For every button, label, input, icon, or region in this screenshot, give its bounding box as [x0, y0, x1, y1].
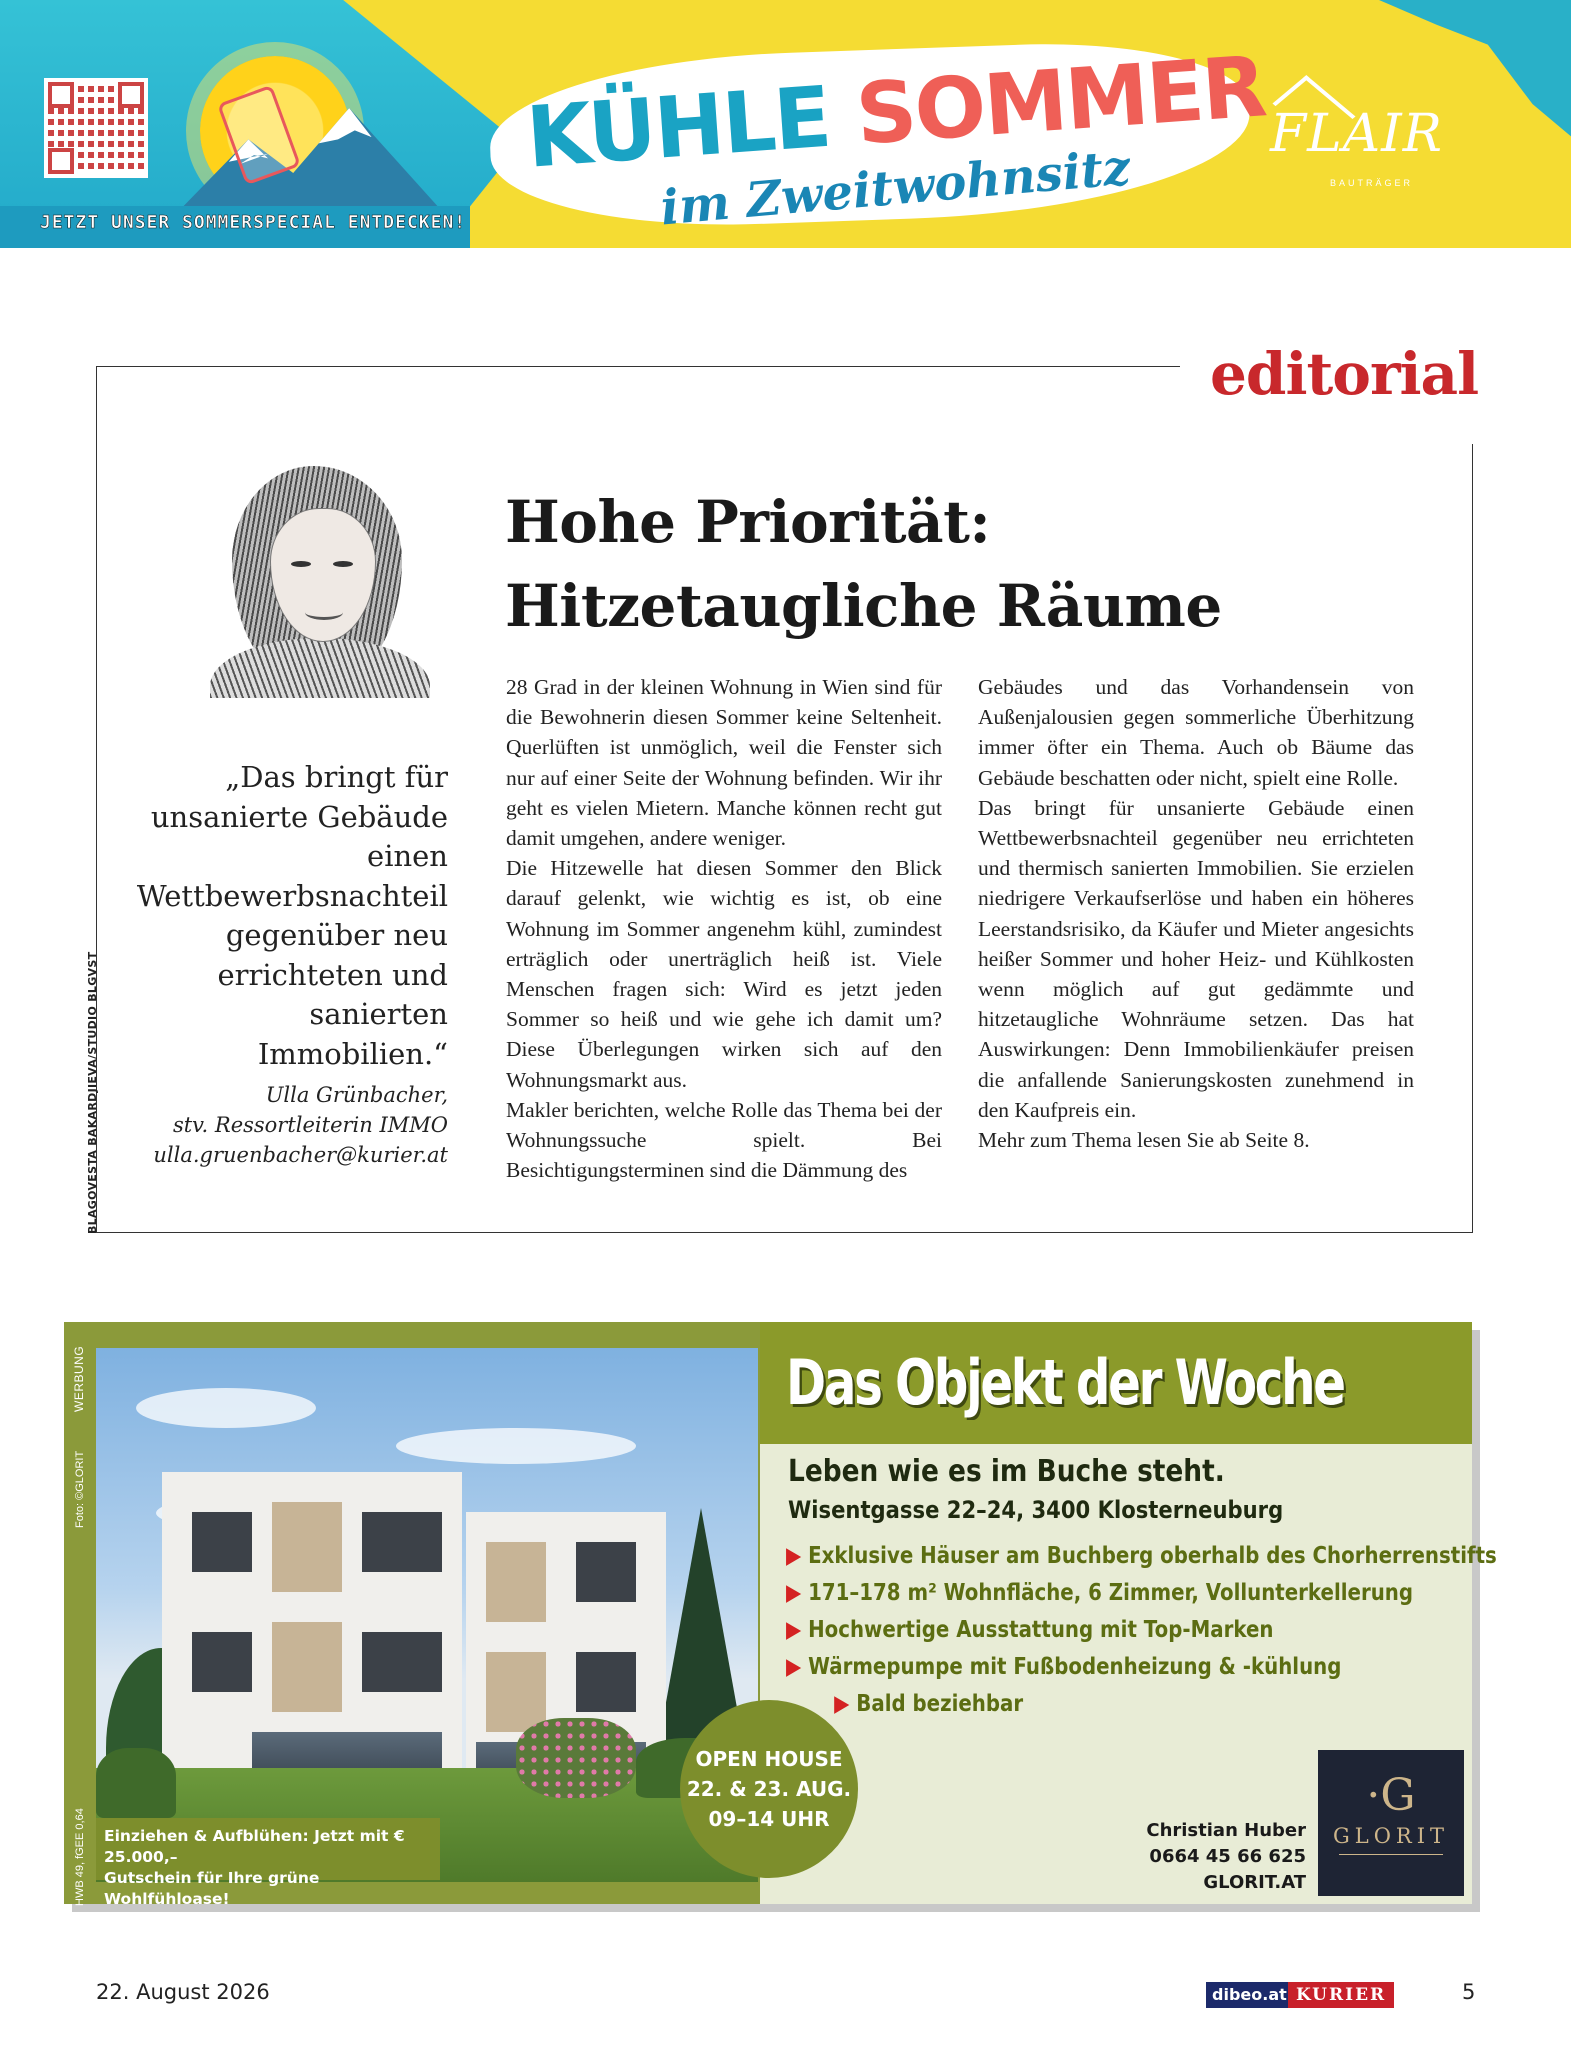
contact-phone[interactable]: 0664 45 66 625: [1149, 1846, 1306, 1867]
triangle-bullet-icon: ▶: [786, 1654, 802, 1680]
glorit-wordmark: GLORIT: [1332, 1824, 1450, 1848]
paragraph: Das bringt für unsanierte Gebäude einen Wettbewerbsnachteil gegenüber neu errichteten und thermisch sanierten Immobilien. Sie erzielen niedrigere Verkaufserlöse und haben ein höheres Leerstandsrisiko, da Käufer und Mieter angesichts heißer Sommer und hoher Heiz- und Kühlkosten wenn möglich auf gut gedämmte und hitzetaugliche Wohnräume setzen. Das hat Auswirkungen: Denn Immobilienkäufer preisen die anfallende Sanierungskosten zunehmend in den Kaufpreis ein.: [978, 795, 1414, 1122]
ad-headline: Das Objekt der Woche: [786, 1346, 1344, 1419]
banner-cta-text[interactable]: JETZT UNSER SOMMERSPECIAL ENTDECKEN!: [40, 212, 467, 233]
frame-line-bottom: [96, 1232, 1473, 1233]
dibeo-logo[interactable]: dibeo.at: [1206, 1982, 1293, 2008]
list-item: ▶ Hochwertige Ausstattung mit Top-Marken: [786, 1617, 1274, 1643]
paragraph: Gebäudes und das Vorhandensein von Außenjalousien gegen sommerliche Überhitzung immer öfter ein Thema. Auch ob Bäume das Gebäude beschatten oder nicht, spielt eine Rolle.: [978, 675, 1414, 790]
list-item: ▶ Wärmepumpe mit Fußbodenheizung & -kühlung: [786, 1654, 1342, 1680]
page-number: 5: [1462, 1980, 1476, 2004]
property-photo: [96, 1348, 758, 1882]
headline-word-1: KÜHLE: [523, 67, 833, 187]
author-email[interactable]: ulla.gruenbacher@kurier.at: [153, 1143, 448, 1167]
author-name: Ulla Grünbacher,: [265, 1083, 448, 1107]
triangle-bullet-icon: ▶: [786, 1617, 802, 1643]
contact-block: [1080, 1818, 1306, 1896]
contact-website[interactable]: GLORIT.AT: [1203, 1872, 1306, 1893]
feature-list: [786, 1538, 1571, 1723]
glorit-logo[interactable]: [1318, 1750, 1464, 1896]
glorit-monogram: ·G: [1366, 1770, 1416, 1821]
qr-code-icon[interactable]: [44, 78, 148, 178]
headline-line-2: im Zweitwohnsitz: [658, 139, 1133, 237]
article-title: Hohe Priorität: Hitzetaugliche Räume: [505, 488, 1222, 640]
ad-subheadline: Leben wie es im Buche steht.: [788, 1454, 1225, 1489]
list-item: ▶ Exklusive Häuser am Buchberg oberhalb des Chorherrenstifts: [786, 1543, 1497, 1569]
ad-photo-credit: Foto: ©GLORIT: [74, 1450, 86, 1528]
contact-name: Christian Huber: [1146, 1820, 1306, 1841]
list-item: ▶ Bald beziehbar: [834, 1691, 1024, 1717]
photo-credit: BLAGOVESTA BAKARDJIEVA/STUDIO BLGVST: [86, 951, 99, 1234]
pull-quote: „Das bringt für unsanierte Gebäude einen Wettbewerbsnachteil gegenüber neu errichteten und sanierten Immobilien.“: [136, 760, 448, 1071]
open-house-badge: OPEN HOUSE 22. & 23. AUG. 09–14 UHR: [680, 1700, 858, 1878]
triangle-bullet-icon: ▶: [834, 1691, 850, 1717]
flair-logo-sub: BAUTRÄGER: [1330, 178, 1414, 188]
author-portrait: [210, 462, 430, 698]
promo-voucher: Einziehen & Aufblühen: Jetzt mit € 25.000,– Gutschein für Ihre grüne Wohlfühloase!: [96, 1818, 440, 1880]
headline-word-2: SOMMER: [852, 37, 1268, 164]
banner-headline: [490, 37, 1268, 237]
article-column-1: [506, 672, 942, 1185]
paragraph: 28 Grad in der kleinen Wohnung in Wien sind für die Bewohnerin diesen Sommer keine Seltenheit. Querlüften ist unmöglich, weil die Fenster sich nur auf einer Seite der Wohnung befinden. Wir ihr geht es vielen Mietern. Manche können recht gut damit umgehen, andere weniger.: [506, 675, 942, 851]
frame-line-top: [96, 366, 1180, 367]
frame-line-right: [1472, 444, 1473, 1232]
ad-address: Wisentgasse 22–24, 3400 Klosterneuburg: [788, 1496, 1284, 1524]
paragraph: Mehr zum Thema lesen Sie ab Seite 8.: [978, 1128, 1310, 1153]
author-byline: [120, 1080, 448, 1170]
top-ad-banner[interactable]: [0, 0, 1571, 248]
triangle-bullet-icon: ▶: [786, 1580, 802, 1606]
energy-rating: HWB 49, fGEE 0,64: [74, 1808, 86, 1906]
issue-date: 22. August 2026: [96, 1980, 270, 2004]
paragraph: Die Hitzewelle hat diesen Sommer den Blick darauf gelenkt, wie wichtig es ist, ob eine Wohnung im Sommer angenehm kühl, zumindest erträglich oder unerträglich heiß ist. Viele Menschen fragen sich: Wird es jetzt jeden Sommer so heiß und wie gehe ich damit um? Diese Überlegungen wirken sich auf den Wohnungsmarkt aus.: [506, 856, 942, 1092]
triangle-bullet-icon: ▶: [786, 1543, 802, 1569]
flair-logo: FLAIR: [1270, 104, 1443, 164]
ad-disclosure: WERBUNG: [72, 1345, 86, 1412]
author-role: stv. Ressortleiterin IMMO: [172, 1113, 448, 1137]
list-item: ▶ 171–178 m² Wohnfläche, 6 Zimmer, Vollunterkellerung: [786, 1580, 1414, 1606]
paragraph: Makler berichten, welche Rolle das Thema bei der Wohnungssuche spielt. Bei Besichtigungsterminen sind die Dämmung des: [506, 1097, 942, 1183]
kurier-logo[interactable]: KURIER: [1288, 1982, 1394, 2008]
section-label: editorial: [1210, 340, 1479, 408]
article-column-2: [978, 672, 1414, 1155]
